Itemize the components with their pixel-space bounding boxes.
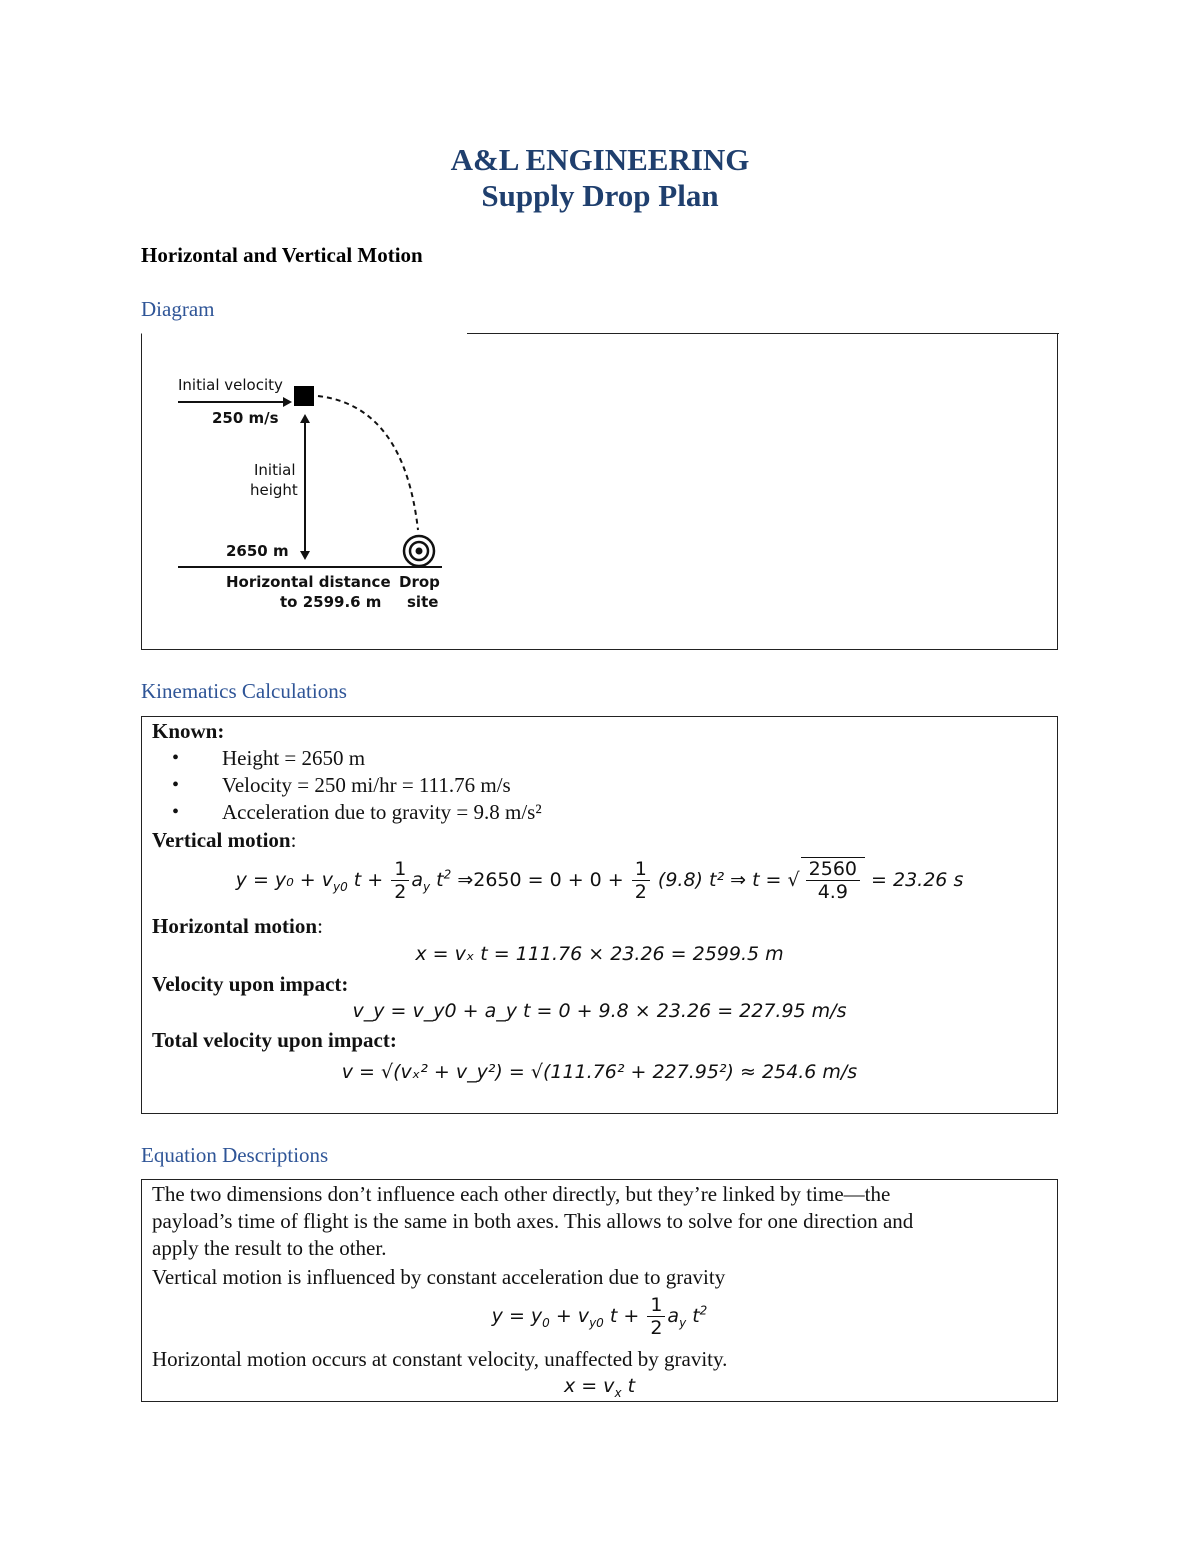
- known-list: [150, 745, 542, 826]
- known-item-velocity: • Velocity = 250 mi/hr = 111.76 m/s: [150, 772, 542, 799]
- velocity-value-label: 250 m/s: [212, 409, 279, 427]
- trajectory-path: [318, 396, 418, 530]
- vertical-equation: $y = y_0 + v_{y0}$ t + $\frac{1}{2}$ $a_y$ $t^2$ ⇒2650 = 0 + 0 + $\frac{1}{2}$ (9.8) t² ⇒ t = √ $\frac{2560}{4.9}$ = 23.26 s: [235, 858, 964, 903]
- descriptions-box: [141, 1179, 1058, 1402]
- kinematics-box: [141, 716, 1058, 1114]
- horizontal-label: Horizontal motion: [152, 914, 318, 938]
- site-label: site: [407, 593, 439, 611]
- general-vertical-equation: $y = y_0 + v_{y0}$ t + $\frac{1}{2}$ $a_y$ $t^2$: [491, 1294, 708, 1339]
- distance-value-label: to 2599.6 m: [280, 593, 382, 611]
- height-arrowhead-bottom: [300, 551, 310, 560]
- half-fraction: $\frac{1}{2}$: [391, 858, 409, 903]
- half-fraction-3: $\frac{1}{2}$: [647, 1294, 665, 1339]
- height-value-label: 2650 m: [226, 542, 289, 560]
- description-line-1: The two dimensions don’t influence each other directly, but they’re linked by time—the: [152, 1182, 891, 1206]
- known-item-gravity: • Acceleration due to gravity = 9.8 m/s²: [150, 799, 542, 826]
- drop-diagram: [142, 334, 472, 644]
- vertical-eq-result: = 23.26 s: [871, 869, 964, 891]
- half-fraction-2: $\frac{1}{2}$: [632, 858, 650, 903]
- section-heading: Horizontal and Vertical Motion: [141, 243, 423, 267]
- initial-label: Initial: [254, 461, 296, 479]
- horizontal-distance-label: Horizontal distance: [226, 573, 391, 591]
- total-velocity-label: Total velocity upon impact:: [152, 1028, 397, 1052]
- description-paragraph-2: Vertical motion is influenced by constant acceleration due to gravity: [152, 1265, 726, 1289]
- diagram-box: [141, 333, 1058, 650]
- payload-box: [294, 386, 314, 406]
- company-title: A&L ENGINEERING: [450, 142, 750, 177]
- description-line-3: apply the result to the other.: [152, 1236, 387, 1260]
- vertical-motion-row: Vertical motion:: [152, 828, 297, 852]
- descriptions-heading: Equation Descriptions: [141, 1143, 329, 1167]
- drop-label: Drop: [399, 573, 440, 591]
- initial-velocity-label: Initial velocity: [178, 376, 283, 394]
- vertical-eq-lhs: y = y₀ + v: [235, 869, 334, 891]
- vertical-eq-mid: ⇒2650 = 0 + 0 +: [457, 869, 624, 891]
- total-velocity-equation: v = √(vₓ² + v_y²) = √(111.76² + 227.95²) ≈ 254.6 m/s: [341, 1061, 858, 1083]
- description-paragraph-3: Horizontal motion occurs at constant velocity, unaffected by gravity.: [152, 1347, 728, 1371]
- impact-velocity-label: Velocity upon impact:: [152, 972, 349, 996]
- horizontal-motion-row: Horizontal motion:: [152, 914, 323, 938]
- vertical-label: Vertical motion: [152, 828, 291, 852]
- velocity-arrowhead: [283, 397, 292, 407]
- description-paragraph-1: [152, 1181, 1047, 1262]
- diagram-top-border: [467, 333, 1059, 334]
- impact-velocity-equation: v_y = v_y0 + a_y t = 0 + 9.8 × 23.26 = 227.95 m/s: [352, 1000, 847, 1022]
- time-sqrt: $\frac{2560}{4.9}$: [801, 857, 865, 903]
- height-arrowhead-top: [300, 414, 310, 423]
- horizontal-equation: x = vₓ t = 111.76 × 23.26 = 2599.5 m: [415, 943, 784, 965]
- general-horizontal-equation: $x = v_x$ t: [563, 1375, 636, 1400]
- known-item-height: • Height = 2650 m: [150, 745, 542, 772]
- document-title: Supply Drop Plan: [481, 178, 719, 213]
- description-line-2: payload’s time of flight is the same in both axes. This allows to solve for one direction and: [152, 1209, 914, 1233]
- height-label: height: [250, 481, 298, 499]
- diagram-heading: Diagram: [141, 297, 215, 321]
- kinematics-heading: Kinematics Calculations: [141, 679, 347, 703]
- target-center: [416, 548, 423, 555]
- known-label: Known:: [152, 719, 225, 743]
- vertical-eq-paren: (9.8) t² ⇒ t =: [657, 869, 782, 891]
